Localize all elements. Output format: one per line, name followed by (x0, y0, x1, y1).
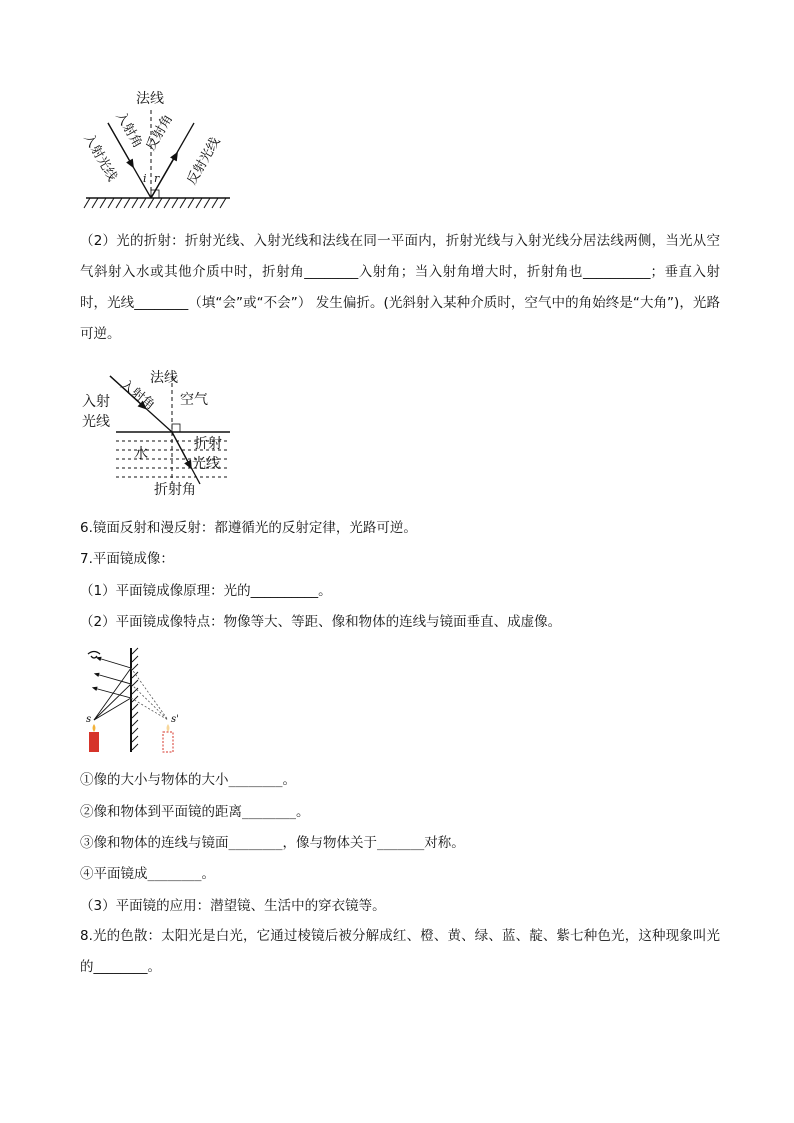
refraction-paragraph: （2）光的折射：折射光线、入射光线和法线在同一平面内，折射光线与入射光线分居法线两侧，当光从空气斜射入水或其他介质中时，折射角________入射角；当入射角增大时，折射角也__________；垂直入射时，光线________（填“会”或“不会”） 发生偏折。(光斜射入某种介质时，空气中的角始终是“大角”)，光路可逆。 (80, 233, 720, 342)
water-label: 水 (134, 446, 148, 462)
angle-r-label: r (154, 172, 160, 185)
incident-angle-label: 入射角 (117, 377, 158, 414)
candle-image-icon (163, 724, 173, 752)
normal-label: 法线 (136, 91, 164, 107)
angle-i-label: i (143, 172, 147, 185)
item-7-1: （1）平面镜成像原理：光的__________。 (80, 583, 332, 599)
question-4: ④平面镜成________。 (80, 866, 215, 882)
question-2: ②像和物体到平面镜的距离________。 (80, 804, 310, 820)
image-label: s' (171, 714, 179, 725)
item-7-2: （2）平面镜成像特点：物像等大、等距、像和物体的连线与镜面垂直、成虚像。 (80, 614, 562, 630)
reflected-ray-label: 反射光线 (184, 134, 224, 188)
item-7-3: （3）平面镜的应用：潜望镜、生活中的穿衣镜等。 (80, 898, 386, 914)
item-8: 8.光的色散：太阳光是白光，它通过棱镜后被分解成红、橙、黄、绿、蓝、靛、紫七种色光，这种现象叫光的________。 (80, 928, 720, 975)
incident-ray-label-bottom: 光线 (82, 414, 110, 430)
incident-angle-label: 入射角 (112, 109, 146, 151)
refracted-ray-label-top: 折射 (194, 436, 222, 452)
candle-icon (89, 724, 99, 752)
refracted-ray-label-bottom: 光线 (192, 456, 220, 472)
normal-label: 法线 (150, 370, 178, 386)
object-label: s (86, 714, 92, 725)
incident-ray-label: 入射光线 (80, 131, 120, 185)
air-label: 空气 (180, 392, 208, 408)
reflection-angle-label: 反射角 (143, 112, 176, 154)
question-3: ③像和物体的连线与镜面________，像与物体关于_______对称。 (80, 835, 465, 851)
item-7-heading: 7.平面镜成像： (80, 551, 174, 567)
incident-ray-label-top: 入射 (82, 394, 110, 410)
reflection-diagram (80, 85, 240, 215)
question-1: ①像的大小与物体的大小________。 (80, 772, 296, 788)
refraction-diagram (80, 366, 245, 496)
plane-mirror-diagram (82, 646, 192, 754)
item-6: 6.镜面反射和漫反射：都遵循光的反射定律，光路可逆。 (80, 520, 417, 536)
eye-icon (88, 652, 100, 659)
refraction-angle-label: 折射角 (154, 482, 196, 496)
